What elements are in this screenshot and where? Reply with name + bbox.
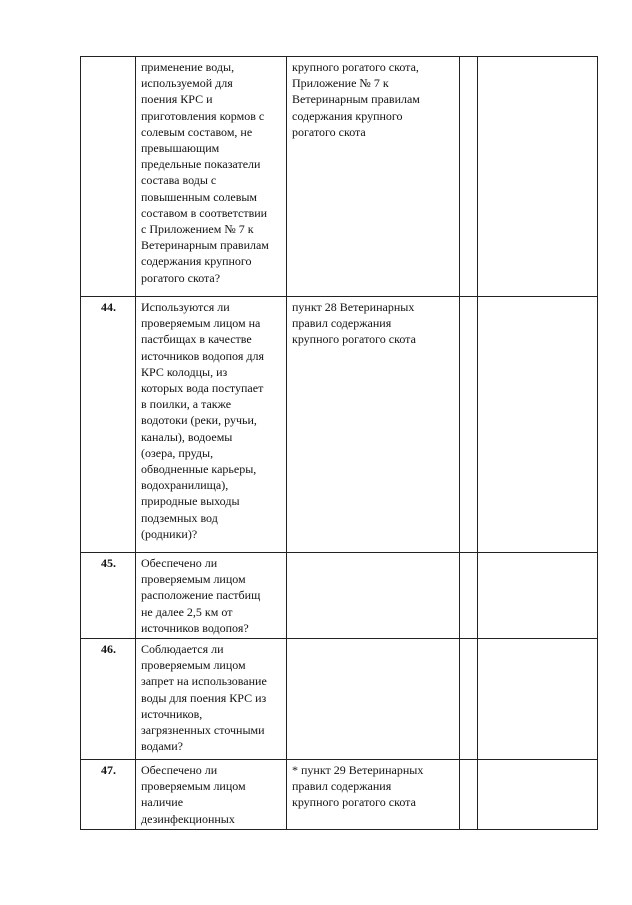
- answer-cell: [478, 553, 598, 639]
- reference-cell: пункт 28 Ветеринарных правил содержания крупного рогатого скота: [287, 297, 460, 553]
- row-number: 45.: [81, 553, 136, 639]
- answer-cell: [478, 760, 598, 830]
- reference-cell: * пункт 29 Ветеринарных правил содержания крупного рогатого скота: [287, 760, 460, 830]
- table-row: [81, 297, 598, 553]
- question-cell: Используются ли проверяемым лицом на пастбищах в качестве источников водопоя для КРС колодцы, из которых вода поступает в поилки, а также водотоки (реки, ручьи, каналы), водоемы (озера, пруды, обводненные карьеры, водохранилища), природные выходы подземных вод (родники)?: [136, 297, 287, 553]
- question-cell: Обеспечено ли проверяемым лицом расположение пастбищ не далее 2,5 км от источников водопоя?: [136, 553, 287, 639]
- answer-cell: [478, 57, 598, 297]
- reference-cell: [287, 639, 460, 760]
- reference-cell: [287, 553, 460, 639]
- row-number: 47.: [81, 760, 136, 830]
- row-number: 46.: [81, 639, 136, 760]
- answer-cell: [478, 639, 598, 760]
- checklist-table: [80, 56, 598, 830]
- table-row: [81, 760, 598, 830]
- table-row: [81, 639, 598, 760]
- question-cell: применение воды, используемой для поения КРС и приготовления кормов с солевым составом, не превышающим предельные показатели состава воды с повышенным солевым составом в соответствии с Приложением № 7 к Ветеринарным правилам содержания крупного рогатого скота?: [136, 57, 287, 297]
- question-cell: Соблюдается ли проверяемым лицом запрет на использование воды для поения КРС из источников, загрязненных сточными водами?: [136, 639, 287, 760]
- row-number: [81, 57, 136, 297]
- table-row: [81, 553, 598, 639]
- reference-cell: крупного рогатого скота, Приложение № 7 к Ветеринарным правилам содержания крупного рогатого скота: [287, 57, 460, 297]
- question-cell: Обеспечено ли проверяемым лицом наличие дезинфекционных: [136, 760, 287, 830]
- answer-cell: [478, 297, 598, 553]
- row-number: 44.: [81, 297, 136, 553]
- table-row: [81, 57, 598, 297]
